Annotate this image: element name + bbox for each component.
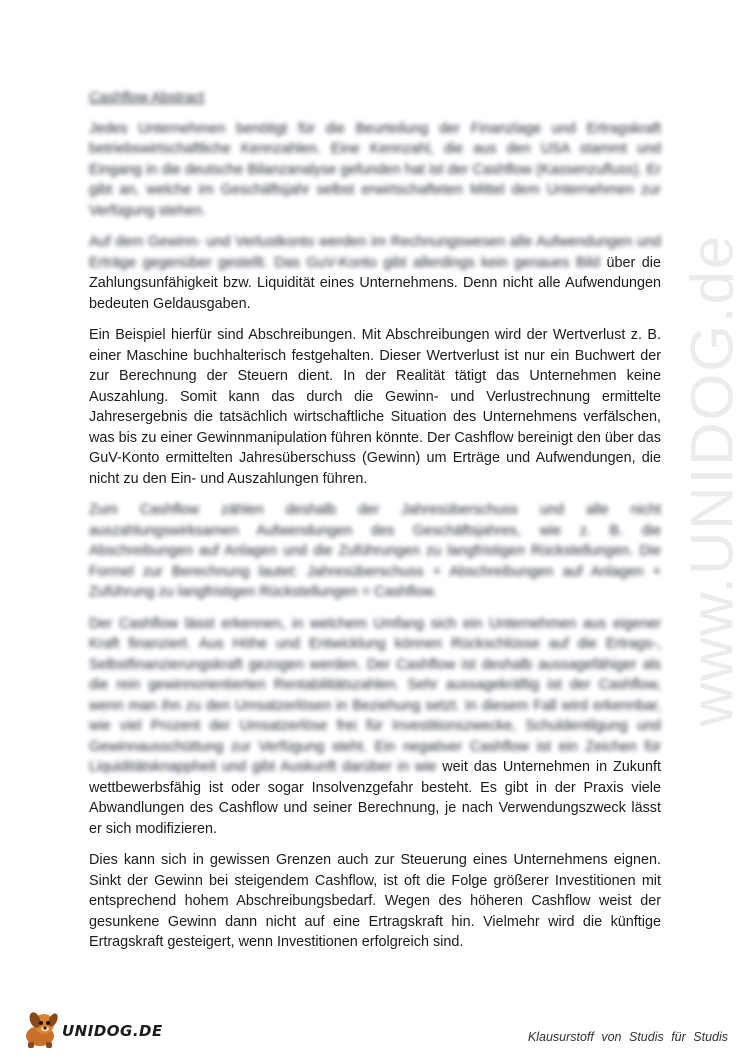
paragraph-analysis [89, 614, 661, 840]
paragraph-guv-visible: über die Zahlungsunfähigkeit bzw. Liquidität eines Unternehmens. Denn nicht alle Aufwendungen bedeuten Geldausgaben. [89, 254, 661, 312]
document-body [89, 88, 661, 964]
paragraph-intro: Jedes Unternehmen benötigt für die Beurteilung der Finanzlage und Ertragskraft betriebswirtschaftliche Kennzahlen. Eine Kennzahl, die aus den USA stammt und Eingang in die deutsche Bilanzanalyse gefunden hat ist der Cashflow (Kassenzufluss). Er gibt an, welche im Geschäftsjahr selbst erwirtschafteten Mittel dem Unternehmen zur Verfügung stehen. [89, 120, 661, 219]
paragraph-guv [89, 232, 661, 314]
unidog-logo[interactable] [20, 1010, 163, 1050]
paragraph-analysis-visible: weit das Unternehmen in Zukunft wettbewerbsfähig ist oder sogar Insolvenzgefahr besteht. Es gibt in der Praxis viele Abwandlungen des Cashflow und seiner Berechnung, je nach Verwendungszweck lässt er sich modifizieren. [89, 759, 661, 837]
footer-tagline: Klausurstoff von Studis für Studis [527, 1030, 728, 1044]
paragraph-formula: Zum Cashflow zählen deshalb der Jahresüberschuss und alle nicht auszahlungswirksamen Aufwendungen des Geschäftsjahres, wie z. B. die Abschreibungen auf Anlagen und die Zuführungen zu langfristigen Rückstellungen. Die Formel zur Berechnung lautet: Jahresüberschuss + Abschreibungen auf Anlagen + Zuführung zu langfristigen Rückstellungen = Cashflow. [89, 502, 661, 600]
paragraph-abschreibungen: Ein Beispiel hierfür sind Abschreibungen. Mit Abschreibungen wird der Wertverlust z. B. einer Maschine buchhalterisch festgehalten. Dieser Wertverlust ist nur ein Buchwert der zur Berechnung der Steuern dient. In der Realität tätigt das Unternehmen keine Auszahlung. Somit kann das durch die Gewinn- und Verlustrechnung ermittelte Jahresergebnis die tatsächlich wirtschaftliche Situation des Unternehmens verfälschen, was bis zu einer Gewinnmanipulation führen könnte. Der Cashflow bereinigt den über das GuV-Konto ermittelten Jahresüberschuss (Gewinn) um Erträge und Aufwendungen, die nicht zu den Ein- und Auszahlungen führen. [89, 327, 661, 487]
paragraph-analysis-blurred: Der Cashflow lässt erkennen, in welchem Umfang sich ein Unternehmen aus eigener Kraft finanziert. Aus Höhe und Entwicklung können Rückschlüsse auf die Ertrags-, Selbstfinanzierungskraft gezogen werden. Der Cashflow ist deshalb aussagefähiger als die rein gewinnorientierten Rentabilitätszahlen. Sehr aussagekräftig ist der Cashflow, wenn man ihn zu den Umsatzerlösen in Beziehung setzt. In diesem Fall wird erkennbar, wie viel Prozent der Umsatzerlöse frei für Investitionszwecke, Schuldentilgung und Gewinnausschüttung zur Verfügung steht. Ein negativer Cashflow ist ein Zeichen für Liquiditätsknappheit und gibt Auskunft darüber in wie [89, 615, 661, 775]
dog-mascot-icon [20, 1010, 64, 1050]
paragraph-steuerung: Dies kann sich in gewissen Grenzen auch zur Steuerung eines Unternehmens eignen. Sinkt der Gewinn bei steigendem Cashflow, ist oft die Folge größerer Investitionen mit entsprechend hohem Abschreibungsbedarf. Wegen des höheren Cashflow weist der gesunkene Gewinn dann nicht auf eine Ertragskraft hin. Vielmehr wird die künftige Ertragskraft gesteigert, wenn Investitionen erfolgreich sind. [89, 852, 661, 950]
document-title: Cashflow Abstract [89, 90, 205, 106]
logo-text: UNIDOG.DE [62, 1022, 163, 1040]
paragraph-guv-blurred: Auf dem Gewinn- und Verlustkonto werden im Rechnungswesen alle Aufwendungen und Erträge gegenüber gestellt. Das GuV-Konto gibt allerdings kein genaues Bild [89, 234, 661, 271]
watermark: www.UNIDOG.de [678, 233, 746, 727]
